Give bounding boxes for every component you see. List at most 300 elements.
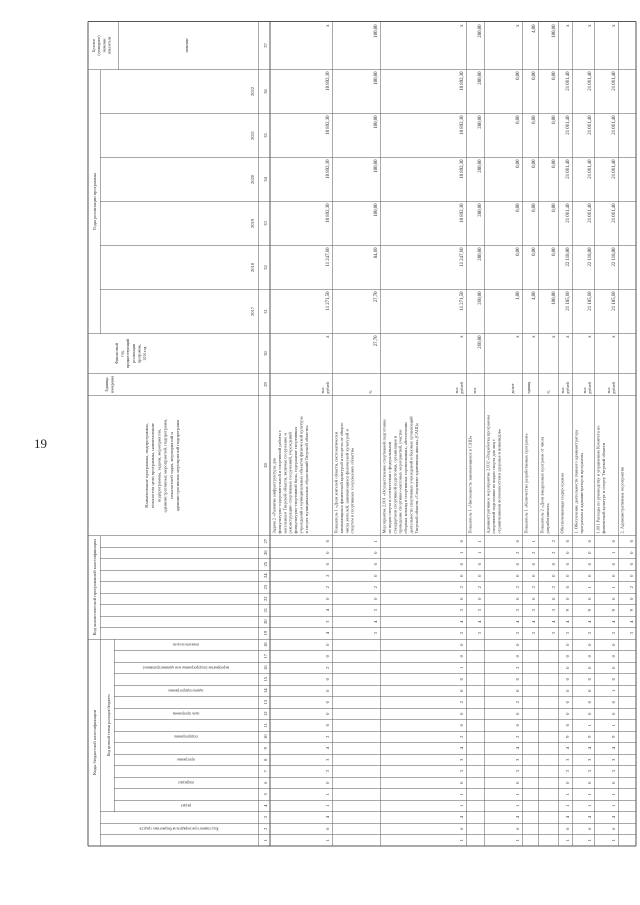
row-code-digit: 3 [611,770,616,773]
row-code-digit: 9 [587,735,592,738]
row-code-digit: 0 [459,574,464,577]
row-target-value: 280,00 [478,24,483,38]
row-code-digit: 2 [325,666,330,669]
row-code-digit: 0 [477,597,482,600]
row-code-digit: 6 [515,827,520,830]
row-code-digit: 2 [551,540,556,543]
row-code-digit: 0 [565,586,570,589]
row-unit: тыс.рублей [583,382,592,394]
row-target-value: x [612,24,617,27]
row-base-value: x [532,335,537,338]
row-base-value: x [516,335,521,338]
row-code-digit: 0 [459,597,464,600]
row-value-2022: 21 061,40 [566,71,571,91]
row-code-digit: 4 [325,609,330,612]
row-code-digit: 1 [459,551,464,554]
row-value-2021: 0,00 [552,115,557,124]
header-budget-codes: Коды бюджетной классификации [92,709,97,776]
row-code-digit: 3 [551,632,556,635]
row-code-digit: 0 [587,781,592,784]
row-code-digit: 1 [459,804,464,807]
row-code-digit: 3 [515,632,520,635]
row-code-digit: 0 [611,701,616,704]
column-number: 14 [262,688,268,694]
row-value-2020: 280,00 [478,159,483,173]
row-value-2021: 10 892,30 [460,115,465,135]
row-code-digit: 4 [459,816,464,819]
row-value-2020: 21 061,40 [588,159,593,179]
row-code-digit: 0 [459,781,464,784]
column-number: 31 [262,309,268,314]
row-value-2019: 0,00 [532,203,537,212]
row-value-2017: 21 185,60 [566,291,571,311]
column-number: 37 [262,43,268,48]
row-code-digit: 0 [373,551,378,554]
row-name: 2. Административные мероприятия [619,466,625,534]
row-value-2021: 21 061,40 [588,115,593,135]
row-code-digit: 0 [325,724,330,727]
column-number: 15 [262,676,268,682]
header-program-codes: Код аналитической программной классификации [92,539,97,636]
row-code-digit: 2 [629,586,634,589]
row-value-2022: 100,00 [374,71,379,85]
column-number: 36 [262,89,268,94]
row-name: Задача 2 «Развитие инфраструктуры дляфизкультурно-оздоровительной и спортивной работы снаселением Тверской области, включая сооружение иреконструкцию спортивных сооружений, учрежденийфизкультурно-спортивной базы, содержание спортивныхучреждений и муниципальных объектов физической культурыи спорта муниципальных образований Тверской области» [271,416,309,534]
column-number: 30 [262,351,268,356]
row-code-digit: 0 [459,724,464,727]
row-value-2021: 21 061,40 [612,115,617,135]
row-base-value: x [612,335,617,338]
row-value-2022: 0,00 [552,71,557,80]
row-target-value: x [460,24,465,27]
row-code-digit: 2 [373,586,378,589]
header-year-2021: 2021 [250,130,255,141]
row-code-digit: 0 [611,712,616,715]
row-value-2017: 27,70 [374,291,379,303]
row-code-digit: 3 [325,770,330,773]
row-code-digit: 4 [611,747,616,750]
row-code-digit: 0 [459,540,464,543]
row-code-digit: 1 [515,804,520,807]
row-code-digit: 3 [459,758,464,761]
row-code-digit: 0 [477,574,482,577]
row-value-2020: 0,00 [516,159,521,168]
row-unit: чел. [473,387,477,394]
row-value-2022: 21 061,40 [612,71,617,91]
row-code-digit: 0 [565,712,570,715]
row-value-2019: 100,00 [374,203,379,217]
row-code-digit: 1 [587,804,592,807]
row-code-digit: 3 [459,770,464,773]
column-number: 11 [262,723,268,728]
column-number: 9 [262,747,268,750]
row-code-digit: 1 [515,839,520,842]
row-code-digit: 4 [551,620,556,623]
row-code-digit: 1 [325,793,330,796]
row-code-digit: 3 [587,770,592,773]
row-code-digit: 0 [587,712,592,715]
row-code-digit: 3 [551,609,556,612]
row-code-digit: 3 [611,632,616,635]
row-name: 1. Обеспечение деятельности главного администраторапрограммы и администраторов программы [573,429,584,534]
row-value-2018: 22 118,00 [588,247,593,267]
row-code-digit: 0 [459,655,464,658]
row-code-digit: 3 [459,632,464,635]
row-code-digit: 2 [515,666,520,669]
row-code-digit: 0 [611,781,616,784]
row-code-digit: 0 [325,701,330,704]
row-code-digit: 0 [611,643,616,646]
row-code-digit: 0 [587,563,592,566]
row-code-digit: 4 [611,620,616,623]
row-code-digit: 0 [515,597,520,600]
column-number: 25 [262,561,268,567]
column-number: 3 [262,816,268,819]
row-value-2020: 21 061,40 [566,159,571,179]
row-code-digit: 0 [587,689,592,692]
table-grid [88,22,636,847]
row-code-digit: 3 [565,770,570,773]
row-code-digit: 3 [325,758,330,761]
row-code-digit: 0 [565,678,570,681]
row-value-2021: 0,00 [516,115,521,124]
row-code-digit: 0 [551,597,556,600]
row-code-digit: 0 [325,597,330,600]
row-code-digit: 3 [587,758,592,761]
row-code-digit: 3 [515,609,520,612]
row-value-2018: 0,00 [552,247,557,256]
row-code-digit: 0 [515,781,520,784]
row-value-2020: 10 892,30 [326,159,331,179]
row-unit: да/нет [511,383,515,394]
row-code-digit: 6 [565,827,570,830]
row-value-2022: 280,00 [478,71,483,85]
row-code-digit: 0 [611,678,616,681]
header-subprogram: подпрограмма [174,734,198,739]
row-code-digit: 4 [373,620,378,623]
row-code-digit: 1 [325,839,330,842]
row-code-digit: 0 [565,540,570,543]
header-year-2017: 2017 [250,306,255,317]
row-code-digit: 4 [515,620,520,623]
row-code-digit: 2 [459,735,464,738]
row-base-value: x [566,335,571,338]
row-value-2018: 22 118,00 [612,247,617,267]
row-code-digit: 1 [477,551,482,554]
row-target-value: 100,00 [374,24,379,38]
row-code-digit: 4 [325,632,330,635]
row-code-digit: 2 [325,574,330,577]
row-value-2021: 100,00 [374,115,379,129]
row-value-2019: 21 061,40 [566,203,571,223]
row-code-digit: 3 [587,632,592,635]
row-code-digit: 1 [611,724,616,727]
row-code-digit: 0 [587,540,592,543]
header-program-purpose: цель программы [172,711,200,716]
row-code-digit: 9 [629,609,634,612]
row-code-digit: 2 [325,586,330,589]
row-code-digit: 2 [551,586,556,589]
row-code-digit: 4 [459,620,464,623]
row-code-digit: 0 [515,574,520,577]
row-code-digit: 2 [515,735,520,738]
row-code-digit: 4 [587,747,592,750]
row-code-digit: 0 [515,563,520,566]
row-code-digit: 3 [373,632,378,635]
row-code-digit: 1 [611,689,616,692]
row-unit: % [547,390,551,394]
row-code-digit: 0 [565,551,570,554]
header-target-value: значение [185,38,189,53]
column-number: 28 [262,463,268,468]
row-code-digit: 6 [325,827,330,830]
row-code-digit: 6 [587,827,592,830]
row-value-2021: 280,00 [478,115,483,129]
row-code-digit: 0 [629,551,634,554]
row-code-digit: 0 [629,574,634,577]
row-value-2019: 280,00 [478,203,483,217]
row-code-digit: 0 [515,724,520,727]
row-code-digit: 2 [459,586,464,589]
row-code-digit: 0 [459,689,464,692]
row-code-digit: 4 [515,816,520,819]
row-base-value: x [552,335,557,338]
row-code-digit: 3 [515,770,520,773]
row-code-digit: 3 [325,620,330,623]
row-code-digit: 3 [459,609,464,612]
row-name: Показатель 1 «Количество разработанных программ» [523,433,529,534]
header-target: Целевое(суммарное)значениепоказателя [92,35,112,56]
row-code-digit: 1 [531,540,536,543]
row-code-digit: 0 [325,563,330,566]
row-code-digit: 0 [587,551,592,554]
row-code-digit: 2 [477,586,482,589]
column-number: 16 [262,665,268,671]
row-value-2022: 21 061,40 [588,71,593,91]
row-unit: единиц [527,381,531,394]
row-code-digit: 0 [565,701,570,704]
row-code-digit: 0 [565,655,570,658]
row-code-digit: 1 [587,586,592,589]
row-code-digit: 0 [515,643,520,646]
column-number: 19 [262,630,268,636]
row-value-2019: 21 061,40 [588,203,593,223]
row-name: Показатель 1 «Численность занимающихся в САШ» [467,435,473,534]
row-value-2022: 0,00 [516,71,521,80]
row-code-digit: 0 [565,574,570,577]
header-indicator: показатель цели [172,642,200,647]
row-code-digit: 0 [611,574,616,577]
row-code-digit: 4 [587,620,592,623]
row-value-2017: 1,00 [516,291,521,300]
row-code-digit: 2 [459,701,464,704]
row-code-digit: 4 [565,747,570,750]
row-code-digit: 4 [611,816,616,819]
row-value-2017: 21 185,60 [612,291,617,311]
row-code-digit: 0 [565,781,570,784]
row-code-digit: 0 [587,701,592,704]
column-number: 35 [262,133,268,138]
row-code-digit: 0 [325,689,330,692]
row-name: 1.001 Расходы по руководству и управлению Комитета пофизической культуре и спорту Тверской области [595,425,606,534]
row-target-value: 4,00 [532,24,537,33]
header-program-years: Годы реализации программы [92,173,97,230]
column-number: 29 [262,382,268,387]
row-code-digit: 0 [459,643,464,646]
column-number: 6 [262,781,268,784]
row-code-digit: 3 [531,609,536,612]
row-name: Показатель 1 «Доля жителей области, систематическизанимающихся физической культурой и спортом от общегочисла жителей, занимающихся физической культурой испортом в спортивных сооружениях области» [333,422,355,534]
row-value-2020: 100,00 [374,159,379,173]
row-code-digit: 1 [459,839,464,842]
column-number: 32 [262,265,268,270]
row-code-digit: 0 [515,712,520,715]
row-code-digit: 0 [611,655,616,658]
row-value-2018: 84,60 [374,247,379,259]
row-code-digit: 9 [565,609,570,612]
row-code-digit: 2 [531,551,536,554]
row-code-digit: 1 [587,793,592,796]
row-value-2017: 11 271,50 [326,291,331,311]
column-number: 22 [262,596,268,602]
row-value-2019: 0,00 [516,203,521,212]
row-code-digit: 0 [515,689,520,692]
header-razdel: раздел [180,803,192,808]
row-code-digit: 9 [565,735,570,738]
row-name: Административное мероприятие 2.002 «Разработка программыспортивной подготовки по видам спорта для лиц сограниченными возможностями здоровья и инвалидов» [485,414,502,534]
row-code-digit: 4 [565,620,570,623]
row-code-digit: 4 [477,620,482,623]
row-base-value: x [326,335,331,338]
row-code-digit: 4 [515,747,520,750]
row-code-digit: 2 [515,551,520,554]
row-value-2018: 0,00 [516,247,521,256]
row-value-2020: 10 892,30 [460,159,465,179]
row-base-value: x [588,335,593,338]
row-code-digit: 0 [565,666,570,669]
row-code-digit: 0 [531,597,536,600]
row-code-digit: 0 [629,540,634,543]
column-number: 17 [262,653,268,659]
row-code-digit: 1 [587,724,592,727]
column-number: 27 [262,538,268,544]
row-code-digit: 0 [565,724,570,727]
row-code-digit: 3 [531,632,536,635]
row-value-2017: 4,00 [532,291,537,300]
row-code-digit: 0 [629,563,634,566]
row-code-digit: 1 [325,804,330,807]
column-number: 20 [262,619,268,625]
row-code-digit: 4 [325,747,330,750]
row-code-digit: 0 [459,678,464,681]
row-code-digit: 0 [515,540,520,543]
row-value-2018: 11 247,60 [326,247,331,267]
row-value-2018: 280,00 [478,247,483,261]
row-value-2019: 10 892,30 [460,203,465,223]
row-code-digit: 0 [611,666,616,669]
row-value-2017: 100,00 [552,291,557,305]
row-code-digit: 2 [325,735,330,738]
row-code-digit: 3 [565,632,570,635]
row-code-digit: 1 [565,793,570,796]
column-number: 12 [262,711,268,717]
column-number: 34 [262,177,268,182]
column-number: 7 [262,770,268,773]
row-value-2021: 21 061,40 [566,115,571,135]
row-value-2019: 21 061,40 [612,203,617,223]
row-code-digit: 2 [531,586,536,589]
row-code-digit: 1 [611,586,616,589]
row-code-digit: 0 [325,781,330,784]
header-task: задача подпрограммы [168,688,204,693]
row-unit: тыс.рублей [321,382,330,394]
row-code-digit: 4 [587,816,592,819]
row-base-value: 27,70 [374,335,379,347]
row-target-value: x [566,24,571,27]
header-year-2022: 2022 [250,86,255,97]
row-code-digit: 0 [611,563,616,566]
column-number: 23 [262,584,268,590]
row-value-2019: 0,00 [552,203,557,212]
row-code-digit: 0 [531,563,536,566]
row-code-digit: 6 [611,827,616,830]
row-code-digit: 2 [515,586,520,589]
row-code-digit: 0 [325,551,330,554]
row-value-2020: 21 061,40 [612,159,617,179]
row-code-digit: 0 [515,655,520,658]
row-code-digit: 3 [477,609,482,612]
row-code-digit: 9 [611,609,616,612]
row-code-digit: 1 [373,540,378,543]
row-code-digit: 9 [611,735,616,738]
row-code-digit: 0 [587,597,592,600]
row-code-digit: 0 [587,574,592,577]
row-code-digit: 1 [611,839,616,842]
row-value-2022: 10 892,30 [460,71,465,91]
column-number: 21 [262,607,268,613]
row-code-digit: 4 [629,620,634,623]
row-code-digit: 0 [565,597,570,600]
row-value-2018: 11 247,60 [460,247,465,267]
header-year-2020: 2020 [250,174,255,185]
column-number: 26 [262,550,268,556]
row-code-digit: 0 [373,563,378,566]
row-code-digit: 0 [325,655,330,658]
row-code-digit: 4 [531,620,536,623]
column-number: 8 [262,758,268,761]
column-number: 4 [262,804,268,807]
column-number: 1 [262,839,268,842]
row-unit: тыс.рублей [455,382,464,394]
row-value-2017: 21 185,60 [588,291,593,311]
row-code-digit: 1 [515,793,520,796]
row-target-value: x [326,24,331,27]
column-number: 18 [262,642,268,648]
row-value-2020: 0,00 [532,159,537,168]
row-code-digit: 0 [459,563,464,566]
column-number: 2 [262,827,268,830]
row-value-2017: 260,00 [478,291,483,305]
row-code-digit: 0 [373,574,378,577]
header-grbs: Код главного распорядителя бюджетных средств [139,826,219,831]
row-value-2021: 10 892,30 [326,115,331,135]
row-name: Мероприятие 2.001 «Осуществление спортивной подготовкипо видам спорта в соответствии с федеральнымистандартами спортивной подготовки, организация ипроведение спортивно-массовых мероприятий, участиесборных команд в спортивных соревнованиях, обеспечениедеятельности спортивных учреждений и базовых организацийТверской области «Спортивно-адаптивная школа» (САШ)» [381,416,419,534]
row-code-digit: 0 [565,643,570,646]
header-year-2018: 2018 [250,262,255,273]
header-program: программа [177,757,195,762]
header-kcsr: Код целевой статьи расходов бюджета [107,694,111,757]
header-base-year: Финансовый год, предшествующий реализации программы, 2016 год [115,339,147,368]
